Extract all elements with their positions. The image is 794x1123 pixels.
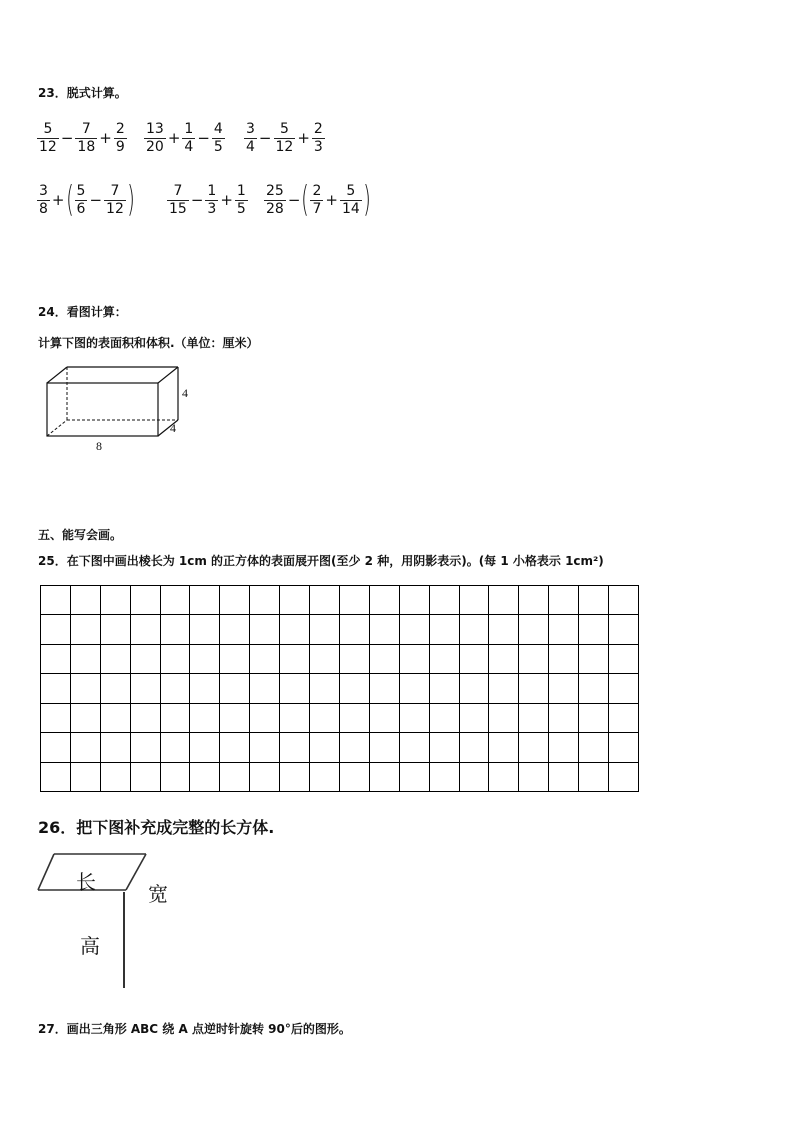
grid-cell[interactable]	[370, 704, 400, 733]
q23-expression-6: $\frac{25}{28}$ − ( $\frac{2}{7}$ + $\frac{5}{14}$ )	[266, 179, 371, 220]
cuboid-front-face	[47, 383, 158, 436]
grid-cell[interactable]	[71, 615, 101, 644]
grid-cell[interactable]	[220, 763, 250, 792]
fraction: $\frac{2}{3}$	[313, 120, 323, 155]
drawing-grid[interactable]	[40, 585, 639, 792]
grid-cell[interactable]	[190, 763, 220, 792]
grid-cell[interactable]	[220, 674, 250, 703]
grid-cell[interactable]	[400, 733, 430, 762]
grid-cell[interactable]	[280, 733, 310, 762]
grid-cell[interactable]	[280, 674, 310, 703]
fraction: $\frac{2}{9}$	[115, 120, 125, 155]
grid-cell[interactable]	[549, 645, 579, 674]
fraction: $\frac{5}{12}$	[275, 120, 294, 155]
fraction: $\frac{5}{12}$	[39, 120, 57, 155]
fraction: $\frac{2}{7}$	[312, 182, 322, 217]
grid-cell[interactable]	[71, 763, 101, 792]
grid-cell[interactable]	[250, 615, 280, 644]
grid-cell[interactable]	[549, 704, 579, 733]
grid-cell[interactable]	[460, 763, 490, 792]
right-paren: )	[127, 179, 135, 220]
grid-cell[interactable]	[190, 733, 220, 762]
grid-cell[interactable]	[430, 615, 460, 644]
grid-cell[interactable]	[519, 733, 549, 762]
grid-cell[interactable]	[131, 733, 161, 762]
grid-cell[interactable]	[220, 704, 250, 733]
grid-cell[interactable]	[220, 615, 250, 644]
grid-cell[interactable]	[41, 645, 71, 674]
grid-cell[interactable]	[41, 586, 71, 615]
grid-cell[interactable]	[101, 586, 131, 615]
fraction: $\frac{7}{18}$	[77, 120, 96, 155]
grid-cell[interactable]	[460, 674, 490, 703]
grid-cell[interactable]	[489, 586, 519, 615]
grid-cell[interactable]	[280, 763, 310, 792]
grid-cell[interactable]	[519, 645, 549, 674]
grid-cell[interactable]	[101, 763, 131, 792]
grid-cell[interactable]	[41, 704, 71, 733]
grid-cell[interactable]	[579, 704, 609, 733]
grid-cell[interactable]	[489, 674, 519, 703]
grid-cell[interactable]	[310, 733, 340, 762]
grid-cell[interactable]	[370, 733, 400, 762]
grid-cell[interactable]	[579, 645, 609, 674]
grid-cell[interactable]	[41, 674, 71, 703]
grid-cell[interactable]	[310, 704, 340, 733]
grid-cell[interactable]	[41, 763, 71, 792]
grid-cell[interactable]	[71, 645, 101, 674]
grid-cell[interactable]	[280, 645, 310, 674]
grid-cell[interactable]	[310, 615, 340, 644]
grid-cell[interactable]	[460, 733, 490, 762]
grid-cell[interactable]	[609, 763, 639, 792]
grid-cell[interactable]	[549, 733, 579, 762]
incomplete-cuboid-figure	[36, 848, 236, 993]
grid-cell[interactable]	[340, 645, 370, 674]
grid-cell[interactable]	[131, 674, 161, 703]
fraction: $\frac{1}{4}$	[184, 120, 194, 155]
grid-cell[interactable]	[250, 763, 280, 792]
grid-cell[interactable]	[400, 674, 430, 703]
grid-cell[interactable]	[101, 645, 131, 674]
label-height: 高	[80, 934, 100, 958]
grid-cell[interactable]	[280, 704, 310, 733]
grid-cell[interactable]	[519, 763, 549, 792]
grid-cell[interactable]	[340, 615, 370, 644]
cuboid-figure	[40, 360, 200, 455]
grid-cell[interactable]	[460, 704, 490, 733]
grid-cell[interactable]	[41, 733, 71, 762]
grid-cell[interactable]	[161, 704, 191, 733]
top-face-right-edge	[126, 854, 146, 890]
fraction: $\frac{3}{8}$	[39, 182, 48, 217]
grid-cell[interactable]	[280, 615, 310, 644]
grid-cell[interactable]	[310, 674, 340, 703]
grid-cell[interactable]	[579, 586, 609, 615]
grid-cell[interactable]	[190, 615, 220, 644]
grid-cell[interactable]	[370, 674, 400, 703]
grid-cell[interactable]	[310, 586, 340, 615]
grid-cell[interactable]	[430, 674, 460, 703]
q23-expression-3: $\frac{3}{4}$ − $\frac{5}{12}$ + $\frac{2}{3}$	[246, 120, 323, 155]
grid-cell[interactable]	[250, 733, 280, 762]
grid-cell[interactable]	[370, 645, 400, 674]
q23-expression-5: $\frac{7}{15}$ − $\frac{1}{3}$ + $\frac{1}{5}$	[169, 182, 246, 217]
grid-cell[interactable]	[519, 586, 549, 615]
grid-cell[interactable]	[161, 674, 191, 703]
grid-cell[interactable]	[579, 763, 609, 792]
grid-cell[interactable]	[549, 586, 579, 615]
fraction: $\frac{25}{28}$	[266, 182, 284, 217]
right-paren: )	[362, 179, 371, 220]
q23-expression-2: $\frac{13}{20}$ + $\frac{1}{4}$ − $\frac{4}{5}$	[146, 120, 223, 155]
grid-cell[interactable]	[579, 733, 609, 762]
grid-cell[interactable]	[430, 704, 460, 733]
grid-cell[interactable]	[489, 645, 519, 674]
grid-cell[interactable]	[430, 586, 460, 615]
incomplete-cuboid-drawing	[36, 848, 236, 993]
grid-cell[interactable]	[101, 674, 131, 703]
grid-cell[interactable]	[161, 615, 191, 644]
grid-cell[interactable]	[71, 674, 101, 703]
grid-cell[interactable]	[71, 704, 101, 733]
q24-title: 24．看图计算：	[38, 305, 127, 319]
grid-cell[interactable]	[489, 615, 519, 644]
grid-cell[interactable]	[340, 763, 370, 792]
grid-cell[interactable]	[400, 615, 430, 644]
grid-cell[interactable]	[101, 615, 131, 644]
grid-cell[interactable]	[460, 586, 490, 615]
grid-cell[interactable]	[370, 763, 400, 792]
grid-cell[interactable]	[489, 704, 519, 733]
grid-cell[interactable]	[190, 586, 220, 615]
grid-cell[interactable]	[340, 586, 370, 615]
left-paren: (	[65, 179, 74, 220]
q24-instruction: 计算下图的表面积和体积.（单位：厘米）	[38, 336, 259, 350]
grid-cell[interactable]	[280, 586, 310, 615]
grid-cell[interactable]	[71, 586, 101, 615]
grid-cell[interactable]	[609, 674, 639, 703]
grid-cell[interactable]	[430, 763, 460, 792]
grid-cell[interactable]	[101, 733, 131, 762]
grid-cell[interactable]	[400, 704, 430, 733]
grid-cell[interactable]	[489, 733, 519, 762]
grid-cell[interactable]	[519, 704, 549, 733]
dimension-height-label: 4	[182, 386, 188, 400]
grid-cell[interactable]	[190, 674, 220, 703]
grid-cell[interactable]	[370, 586, 400, 615]
grid-cell[interactable]	[161, 763, 191, 792]
grid-cell[interactable]	[609, 586, 639, 615]
fraction: $\frac{7}{15}$	[169, 182, 187, 217]
grid-cell[interactable]	[161, 645, 191, 674]
grid-cell[interactable]	[370, 615, 400, 644]
grid-cell[interactable]	[250, 586, 280, 615]
section-5-title: 五、能写会画。	[38, 528, 123, 542]
grid-cell[interactable]	[609, 704, 639, 733]
grid-cell[interactable]	[250, 645, 280, 674]
fraction: $\frac{7}{12}$	[106, 182, 124, 217]
grid-cell[interactable]	[131, 763, 161, 792]
grid-cell[interactable]	[609, 645, 639, 674]
grid-cell[interactable]	[161, 586, 191, 615]
grid-cell[interactable]	[579, 674, 609, 703]
q23-title: 23．脱式计算。	[38, 86, 127, 100]
grid-cell[interactable]	[220, 645, 250, 674]
label-length: 长	[76, 870, 96, 894]
grid-cell[interactable]	[131, 645, 161, 674]
fraction: $\frac{4}{5}$	[213, 120, 223, 155]
grid-cell[interactable]	[609, 733, 639, 762]
grid-cell[interactable]	[460, 645, 490, 674]
grid-cell[interactable]	[340, 704, 370, 733]
grid-cell[interactable]	[220, 733, 250, 762]
grid-cell[interactable]	[131, 615, 161, 644]
grid-cell[interactable]	[250, 704, 280, 733]
q23-expression-1: $\frac{5}{12}$ − $\frac{7}{18}$ + $\frac{2}{9}$	[39, 120, 125, 155]
q26-title: 26．把下图补充成完整的长方体.	[38, 818, 275, 837]
grid-cell[interactable]	[340, 733, 370, 762]
grid-cell[interactable]	[71, 733, 101, 762]
grid-cell[interactable]	[220, 586, 250, 615]
grid-cell[interactable]	[161, 733, 191, 762]
top-face-left-edge	[38, 854, 54, 890]
grid-cell[interactable]	[310, 645, 340, 674]
grid-cell[interactable]	[400, 763, 430, 792]
grid-cell[interactable]	[41, 615, 71, 644]
fraction: $\frac{5}{6}$	[76, 182, 86, 217]
label-width: 宽	[148, 882, 168, 906]
grid-cell[interactable]	[430, 645, 460, 674]
grid-cell[interactable]	[340, 674, 370, 703]
cuboid-edge	[47, 367, 67, 383]
grid-cell[interactable]	[609, 615, 639, 644]
grid-cell[interactable]	[400, 586, 430, 615]
grid-cell[interactable]	[519, 615, 549, 644]
q25-title: 25．在下图中画出棱长为 1cm 的正方体的表面展开图(至少 2 种，用阴影表示)。(每 1 小格表示 1cm²)	[38, 554, 604, 568]
grid-cell[interactable]	[190, 645, 220, 674]
dimension-length-label: 8	[96, 439, 102, 453]
cuboid-edge	[158, 367, 178, 383]
q27-title: 27．画出三角形 ABC 绕 A 点逆时针旋转 90°后的图形。	[38, 1022, 351, 1036]
fraction: $\frac{5}{14}$	[341, 182, 360, 217]
grid-cell[interactable]	[549, 674, 579, 703]
grid-cell[interactable]	[430, 733, 460, 762]
dimension-width-label: 4	[170, 421, 176, 435]
left-paren: (	[301, 179, 310, 220]
grid-cell[interactable]	[101, 704, 131, 733]
grid-cell[interactable]	[549, 763, 579, 792]
cuboid-hidden-edge	[47, 420, 67, 436]
fraction: $\frac{1}{3}$	[207, 182, 217, 217]
grid-cell[interactable]	[519, 674, 549, 703]
grid-cell[interactable]	[310, 763, 340, 792]
grid-cell[interactable]	[131, 704, 161, 733]
grid-cell[interactable]	[190, 704, 220, 733]
grid-cell[interactable]	[579, 615, 609, 644]
grid-cell[interactable]	[250, 674, 280, 703]
fraction: $\frac{1}{5}$	[236, 182, 246, 217]
fraction: $\frac{13}{20}$	[146, 120, 164, 155]
grid-cell[interactable]	[489, 763, 519, 792]
cuboid-drawing	[40, 360, 200, 455]
grid-cell[interactable]	[460, 615, 490, 644]
q23-expression-4: $\frac{3}{8}$ + ( $\frac{5}{6}$ − $\frac{7}{12}$ )	[39, 179, 135, 220]
grid-cell[interactable]	[131, 586, 161, 615]
grid-cell[interactable]	[549, 615, 579, 644]
fraction: $\frac{3}{4}$	[246, 120, 255, 155]
grid-cell[interactable]	[400, 645, 430, 674]
